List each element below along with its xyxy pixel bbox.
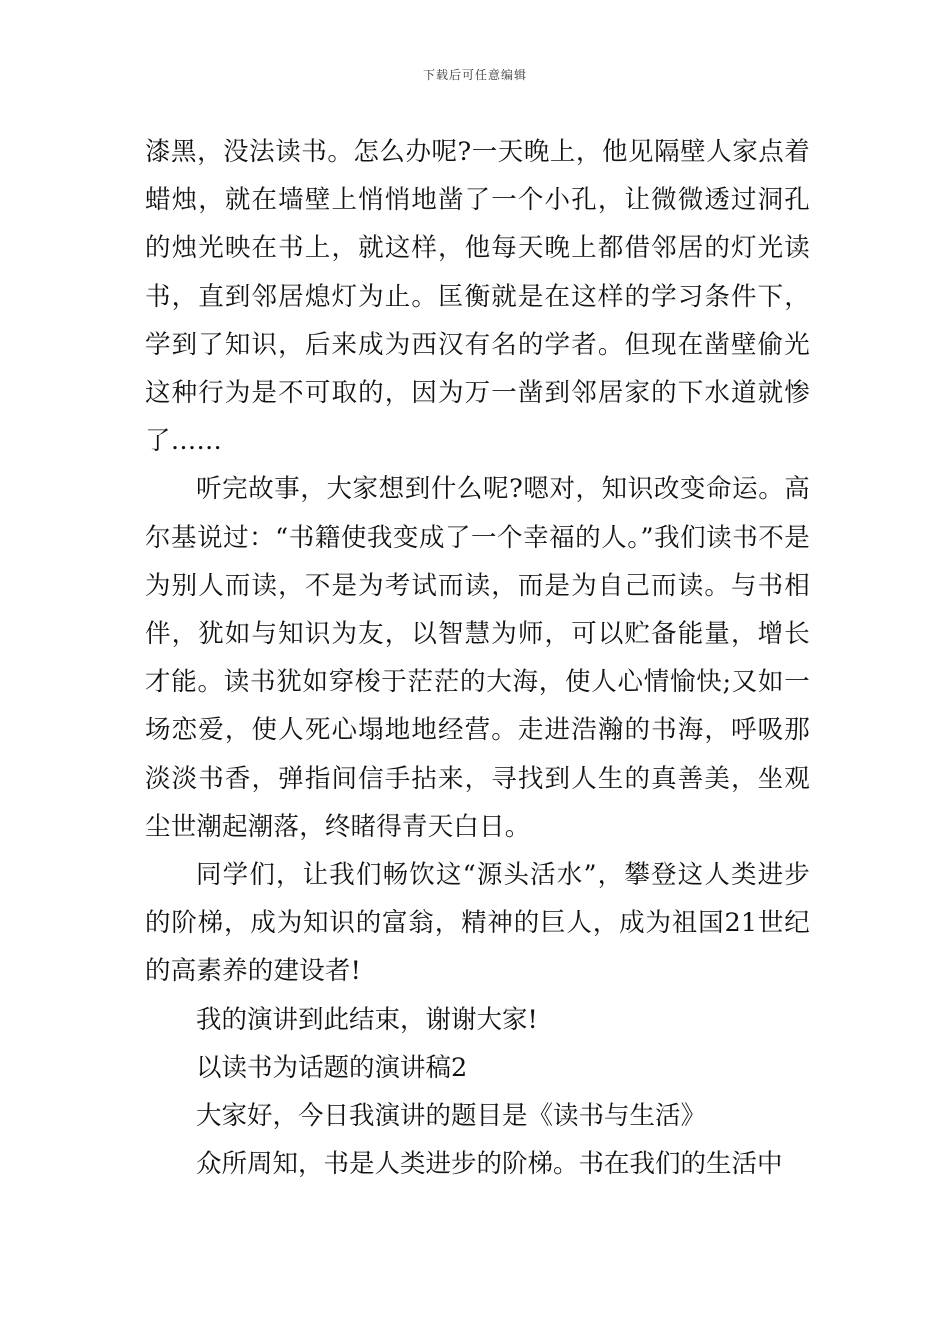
paragraph-greeting: 大家好，今日我演讲的题目是《读书与生活》 — [196, 1101, 707, 1132]
speech-title-2: 以读书为话题的演讲稿2 — [196, 1052, 468, 1083]
paragraph-knowledge: 听完故事，大家想到什么呢?嗯对，知识改变命运。高尔基说过：“书籍使我变成了一个幸福的人。”我们读书不是为别人而读，不是为考试而读，而是为自己而读。与书相伴，犹如与知识为友，以智慧为师，可以贮备能量，增长才能。读书犹如穿梭于茫茫的大海，使人心情愉快;又如一场恋爱，使人死心塌地地经营。走进浩瀚的书海，呼吸那淡淡书香，弹指间信手拈来，寻找到人生的真善美，坐观尘世潮起潮落，终睹得青天白日。 — [145, 474, 810, 842]
paragraph-intro: 众所周知，书是人类进步的阶梯。书在我们的生活中 — [196, 1149, 783, 1180]
document-body — [145, 128, 810, 1188]
header-note: 下载后可任意编辑 — [422, 68, 527, 82]
paragraph-closing: 我的演讲到此结束，谢谢大家! — [196, 1004, 538, 1035]
paragraph-story-ending: 漆黑，没法读书。怎么办呢?一天晚上，他见隔壁人家点着蜡烛，就在墙壁上悄悄地凿了一个小孔，让微微透过洞孔的烛光映在书上，就这样，他每天晚上都借邻居的灯光读书，直到邻居熄灯为止。匡衡就是在这样的学习条件下，学到了知识，后来成为西汉有名的学者。但现在凿壁偷光这种行为是不可取的，因为万一凿到邻居家的下水道就惨了…… — [145, 137, 810, 457]
paragraph-call-to-action: 同学们，让我们畅饮这“源头活水”，攀登这人类进步的阶梯，成为知识的富翁，精神的巨人，成为祖国21世纪的高素养的建设者! — [145, 860, 810, 987]
